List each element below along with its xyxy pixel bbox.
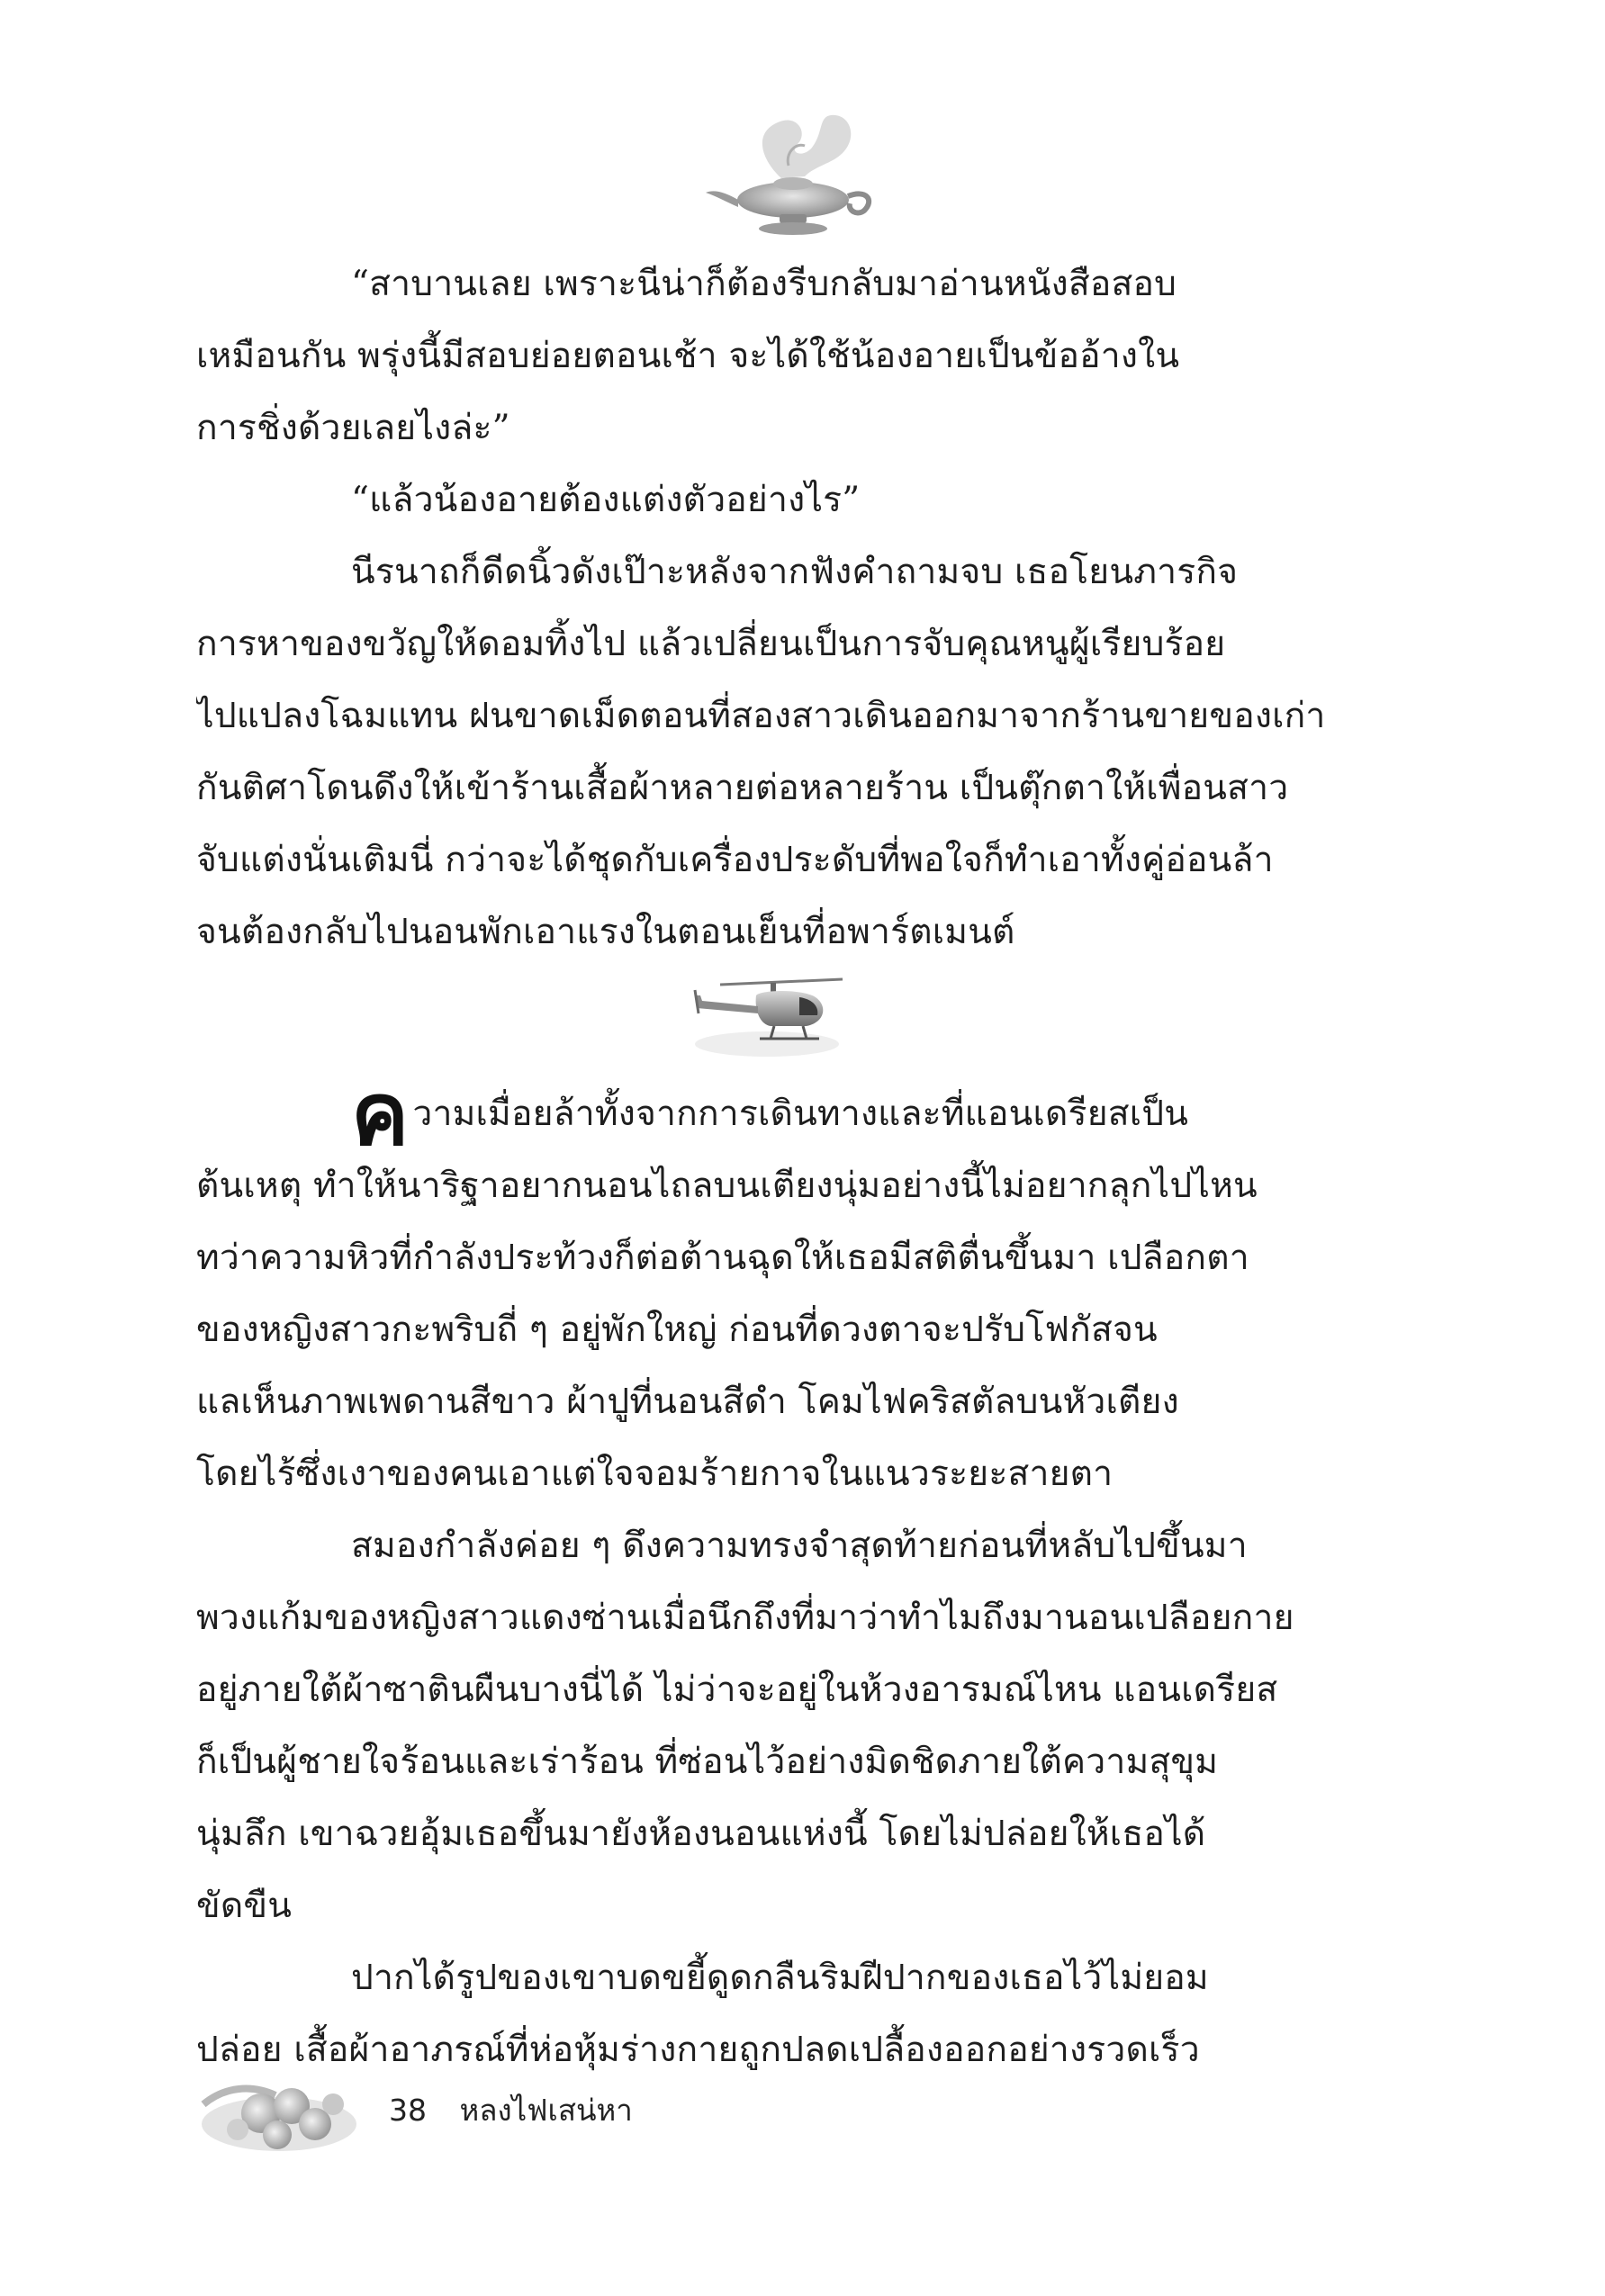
text-line-rest: วามเมื่อยล้าทั้งจากการเดินทางและที่แอนเดรียสเป็น	[412, 1094, 1189, 1134]
jewelry-ornament-icon	[198, 2041, 360, 2158]
text-line: ปากได้รูปของเขาบดขยี้ดูดกลืนริมฝีปากของเธอไว้ไม่ยอม	[351, 1958, 1209, 1998]
text-line: ทว่าความหิวที่กำลังประท้วงก็ต่อต้านฉุดให้เธอมีสติตื่นขึ้นมา เปลือกตา	[196, 1238, 1249, 1278]
text-line: การหาของขวัญให้ดอมทิ้งไป แล้วเปลี่ยนเป็นการจับคุณหนูผู้เรียบร้อย	[196, 624, 1226, 664]
text-line: สมองกำลังค่อย ๆ ดึงความทรงจำสุดท้ายก่อนที่หลับไปขึ้นมา	[351, 1526, 1248, 1566]
text-line: ไปแปลงโฉมแทน ฝนขาดเม็ดตอนที่สองสาวเดินออกมาจากร้านขายของเก่า	[196, 696, 1326, 736]
text-line: ของหญิงสาวกะพริบถี่ ๆ อยู่พักใหญ่ ก่อนที่ดวงตาจะปรับโฟกัสจน	[196, 1310, 1158, 1350]
text-line: ก็เป็นผู้ชายใจร้อนและเร่าร้อน ที่ซ่อนไว้อย่างมิดชิดภายใต้ความสุขุม	[196, 1742, 1219, 1782]
text-line: พวงแก้มของหญิงสาวแดงซ่านเมื่อนึกถึงที่มาว่าทำไมถึงมานอนเปลือยกาย	[196, 1598, 1294, 1638]
text-line: จนต้องกลับไปนอนพักเอาแรงในตอนเย็นที่อพาร์ตเมนต์	[196, 912, 1015, 952]
page-number: 38	[389, 2093, 427, 2128]
text-line: ต้นเหตุ ทำให้นาริฐาอยากนอนไถลบนเตียงนุ่มอย่างนี้ไม่อยากลุกไปไหน	[196, 1166, 1258, 1206]
text-line: นุ่มลึก เขาฉวยอุ้มเธอขึ้นมายังห้องนอนแห่งนี้ โดยไม่ปล่อยให้เธอได้	[196, 1814, 1206, 1854]
text-line: กันติศาโดนดึงให้เข้าร้านเสื้อผ้าหลายต่อหลายร้าน เป็นตุ๊กตาให้เพื่อนสาว	[196, 768, 1289, 808]
text-line: “สาบานเลย เพราะนีน่าก็ต้องรีบกลับมาอ่านหนังสือสอบ	[351, 264, 1177, 304]
drop-cap: ค	[351, 1078, 410, 1150]
paragraph-block-top	[196, 248, 1334, 968]
helicopter-icon	[684, 965, 846, 1064]
paragraph-block-bottom	[196, 1078, 1334, 2086]
text-line: เหมือนกัน พรุ่งนี้มีสอบย่อยตอนเช้า จะได้ใช้น้องอายเป็นข้ออ้างใน	[196, 336, 1180, 376]
text-line: จับแต่งนั่นเติมนี่ กว่าจะได้ชุดกับเครื่องประดับที่พอใจก็ทำเอาทั้งคู่อ่อนล้า	[196, 840, 1274, 880]
text-line: การชิ่งด้วยเลยไงล่ะ”	[196, 408, 510, 448]
text-line-dropcap	[196, 1078, 1334, 1150]
text-line: “แล้วน้องอายต้องแต่งตัวอย่างไร”	[351, 480, 861, 520]
book-title: หลงไฟเสน่หา	[459, 2093, 633, 2128]
text-line: แลเห็นภาพเพดานสีขาว ผ้าปูที่นอนสีดำ โคมไฟคริสตัลบนหัวเตียง	[196, 1382, 1179, 1422]
text-line: ปล่อย เสื้อผ้าอาภรณ์ที่ห่อหุ้มร่างกายถูกปลดเปลื้องออกอย่างรวดเร็ว	[196, 2030, 1200, 2070]
text-line: อยู่ภายใต้ผ้าซาตินผืนบางนี่ได้ ไม่ว่าจะอยู่ในห้วงอารมณ์ไหน แอนเดรียส	[196, 1670, 1278, 1710]
text-line: นีรนาถก็ดีดนิ้วดังเป๊าะหลังจากฟังคำถามจบ เธอโยนภารกิจ	[351, 552, 1239, 592]
text-line: โดยไร้ซึ่งเงาของคนเอาแต่ใจจอมร้ายกาจในแนวระยะสายตา	[196, 1454, 1114, 1494]
text-line: ขัดขืน	[196, 1886, 293, 1926]
genie-lamp-icon	[699, 106, 888, 241]
page-footer	[389, 2086, 633, 2134]
